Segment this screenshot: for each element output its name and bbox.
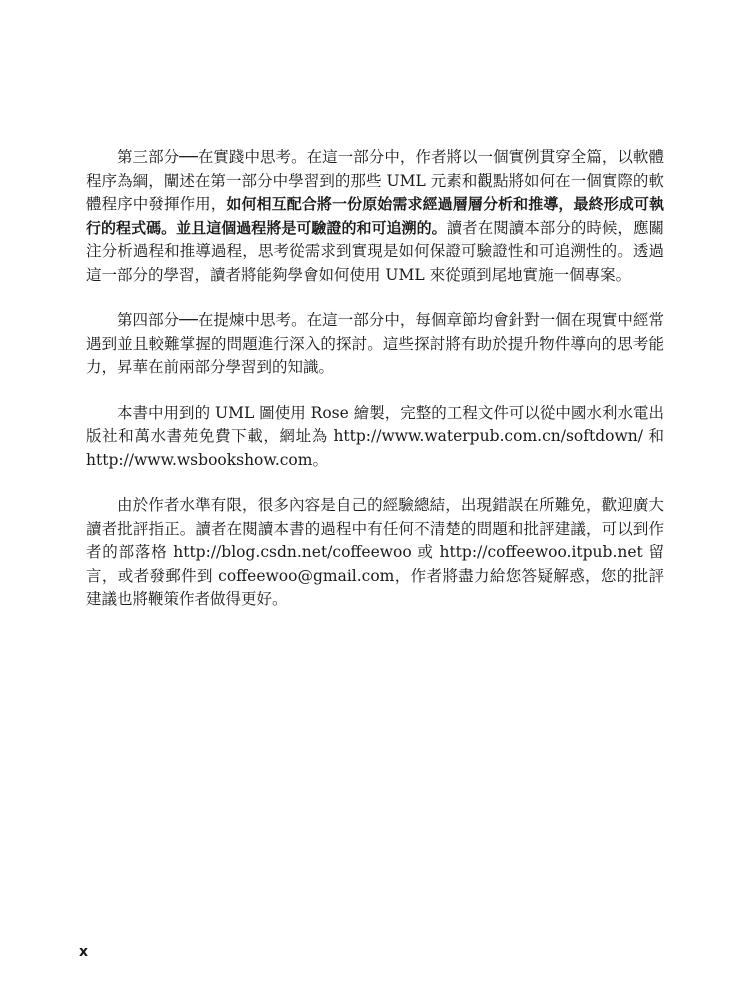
page-number: x (79, 944, 89, 960)
part-three-rest: 讀者在閱讀本部分的時候，應關注分析過程和推導過程，思考從需求到實現是如何保證可驗證性和可追溯性的。透過這一部分的學習，讀者將能夠學會如何使用 UML 來從頭到尾地實施一個專案。 (86, 218, 664, 284)
part-three-intro: 第三部分──在實踐中思考。在這一部分中，作者將以一個實例貫穿全篇，以軟體程序為綱，闡述在第一部分中學習到的那些 UML 元素和觀點將如何在一個實際的軟體程序中發揮作用， (86, 148, 664, 213)
downloads-text: 本書中用到的 UML 圖使用 Rose 繪製，完整的工程文件可以從中國水利水電出版社和萬水書苑免費下載，網址為 http://www.waterpub.com.cn/softdown/ 和 http://www.wsbookshow.com。 (86, 403, 664, 469)
paragraph-downloads (86, 402, 664, 473)
part-three-emphasis: 如何相互配合將一份原始需求經過層層分析和推導，最終形成可執行的程式碼。並且這個過程將是可驗證的和可追溯的。 (86, 195, 664, 237)
page-body (86, 146, 664, 634)
paragraph-part-four (86, 309, 664, 380)
paragraph-part-three (86, 146, 664, 287)
feedback-text: 由於作者水準有限，很多內容是自己的經驗總結，出現錯誤在所難免，歡迎廣大讀者批評指正。讀者在閱讀本書的過程中有任何不清楚的問題和批評建議，可以到作者的部落格 http://blog.csdn.net/coffeewoo 或 http://coffeewoo.itpub.net 留言，或者發郵件到 coffeewoo@gmail.com，作者將盡力給您答疑解惑，您的批評建議也將鞭策作者做得更好。 (86, 496, 664, 608)
paragraph-feedback (86, 494, 664, 612)
part-four-text: 第四部分──在提煉中思考。在這一部分中，每個章節均會針對一個在現實中經常遇到並且較難掌握的問題進行深入的探討。這些探討將有助於提升物件導向的思考能力，昇華在前兩部分學習到的知識。 (86, 311, 664, 376)
